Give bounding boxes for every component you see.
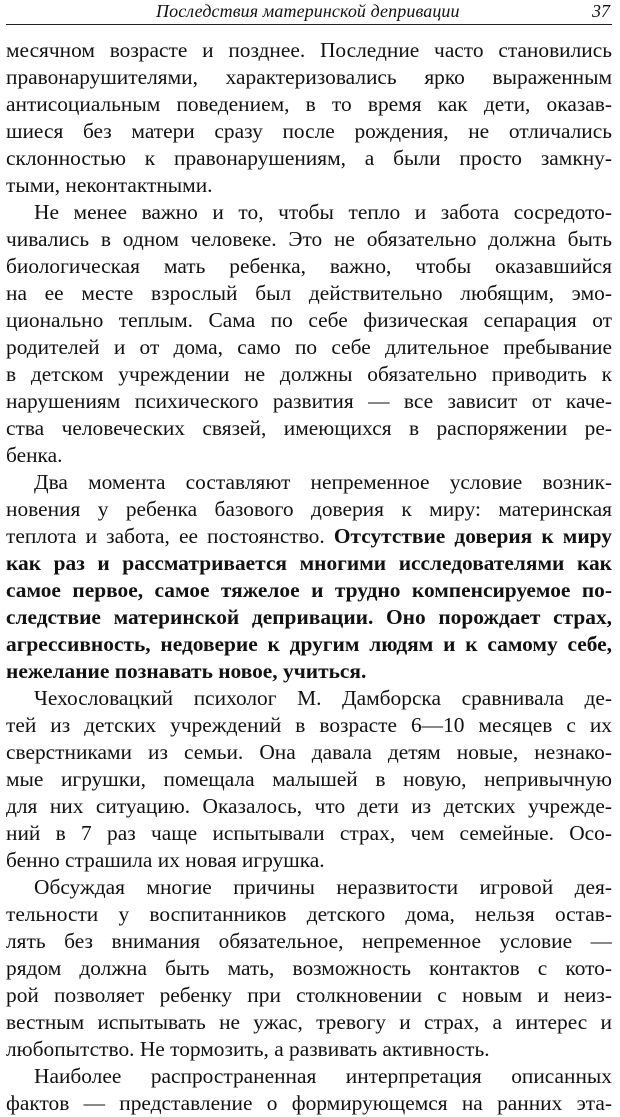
- text-segment: теплота и забота, ее постоянство.: [6, 524, 325, 548]
- text-line: тыми, неконтактными.: [6, 173, 213, 197]
- text-line: ний в 7 раз чаще испытывали страх, чем семейные. Осо-: [6, 821, 612, 845]
- text-line: тельности у воспитанников детского дома, нельзя остав-: [6, 902, 612, 926]
- bold-text-segment: Отсутствие доверия к миру: [333, 524, 612, 548]
- text-line: на ее месте взрослый был действительно любящим, эмо-: [6, 281, 612, 305]
- paragraph: [6, 199, 612, 469]
- text-line: бенно страшила их новая игрушка.: [6, 848, 325, 872]
- text-line: Наиболее распространенная интерпретация описанных: [34, 1064, 612, 1088]
- text-line-mixed: [6, 523, 612, 550]
- paragraph: [6, 685, 612, 874]
- text-line: Чехословацкий психолог М. Дамборска сравнивала де-: [34, 686, 612, 710]
- text-line: новения у ребенка базового доверия к миру: материнская: [6, 497, 612, 521]
- running-header: [6, 0, 612, 25]
- text-line: тей из детских учреждений в возрасте 6—10 месяцев с их: [6, 713, 612, 737]
- text-line: для них ситуацию. Оказалось, что дети из детских учрежде-: [6, 794, 612, 818]
- bold-text-line: агрессивность, недоверие к другим людям и к самому себе,: [6, 632, 612, 656]
- text-line: лять без внимания обязательное, непременное условие —: [6, 929, 612, 953]
- bold-text-line: нежелание познавать новое, учиться.: [6, 659, 367, 683]
- text-line: бенка.: [6, 443, 63, 467]
- text-line: Не менее важно и то, чтобы тепло и забота сосредото-: [34, 200, 612, 224]
- bold-text-line: как раз и рассматривается многими исследователями как: [6, 551, 612, 575]
- bold-text-line: самое первое, самое тяжелое и трудно компенсируемое по-: [6, 578, 612, 602]
- text-line: фактов — представление о формирующемся на ранних эта-: [6, 1091, 612, 1115]
- paragraph: [6, 874, 612, 1063]
- text-line: вестным испытывать не ужас, тревогу и страх, а интерес и: [6, 1010, 612, 1034]
- bold-text-line: следствие материнской депривации. Оно порождает страх,: [6, 605, 612, 629]
- text-line: рой позволяет ребенку при столкновении с новым и неиз-: [6, 983, 612, 1007]
- body-text: [6, 37, 612, 1117]
- text-line: мые игрушки, помещала малышей в новую, непривычную: [6, 767, 612, 791]
- text-line: Два момента составляют непременное условие возник-: [34, 470, 612, 494]
- text-line: склонностью к правонарушениям, а были просто замкну-: [6, 146, 612, 170]
- text-line: рядом должна быть мать, возможность контактов с кото-: [6, 956, 612, 980]
- running-title: Последствия материнской депривации: [156, 1, 460, 21]
- text-line: шиеся без матери сразу после рождения, не отличались: [6, 119, 612, 143]
- text-line: в детском учреждении не должны обязательно приводить к: [6, 362, 612, 386]
- text-line: чивались в одном человеке. Это не обязательно должна быть: [6, 227, 612, 251]
- paragraph: [6, 37, 612, 199]
- page-number: 37: [592, 1, 610, 21]
- paragraph: [6, 1063, 612, 1117]
- paragraph: [6, 469, 612, 685]
- text-line: ционально теплым. Сама по себе физическая сепарация от: [6, 308, 612, 332]
- text-line: нарушениям психического развития — все зависит от каче-: [6, 389, 612, 413]
- text-line: сверстниками из семьи. Она давала детям новые, незнако-: [6, 740, 612, 764]
- text-line: антисоциальным поведением, в то время как дети, оказав-: [6, 92, 612, 116]
- text-line: биологическая мать ребенка, важно, чтобы оказавшийся: [6, 254, 612, 278]
- text-line: Обсуждая многие причины неразвитости игровой дея-: [34, 875, 612, 899]
- text-line: месячном возрасте и позднее. Последние часто становились: [6, 38, 612, 62]
- text-line: любопытство. Не тормозить, а развивать активность.: [6, 1037, 490, 1061]
- text-line: ства человеческих связей, имеющихся в распоряжении ре-: [6, 416, 612, 440]
- text-line: родителей и от дома, само по себе длительное пребывание: [6, 335, 612, 359]
- text-line: правонарушителями, характеризовались ярко выраженным: [6, 65, 612, 89]
